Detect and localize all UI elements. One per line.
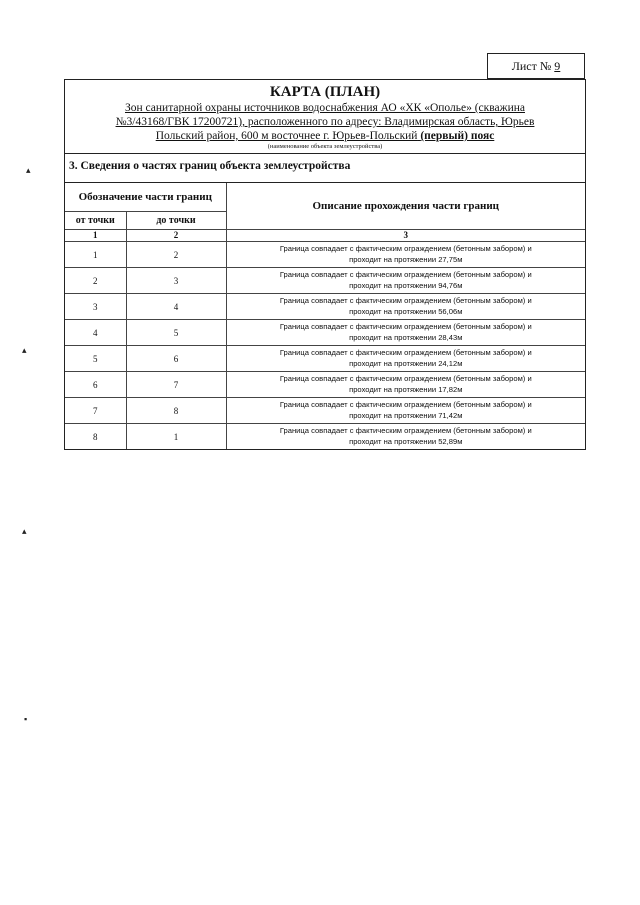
column-number-row bbox=[65, 230, 585, 242]
description-line-1: Граница совпадает с фактическим ограждением (бетонным забором) и bbox=[279, 374, 532, 383]
margin-mark: ▴ bbox=[22, 526, 27, 536]
from-point-cell: 3 bbox=[65, 294, 126, 320]
table-row bbox=[65, 372, 585, 398]
from-point-cell: 8 bbox=[65, 424, 126, 450]
header-to-point: до точки bbox=[126, 212, 226, 230]
section-heading: 3. Сведения о частях границ объекта землеустройства bbox=[65, 154, 585, 183]
table-row bbox=[65, 320, 585, 346]
to-point-cell: 2 bbox=[126, 242, 226, 268]
table-row bbox=[65, 268, 585, 294]
header-from-point: от точки bbox=[65, 212, 126, 230]
description-line-1: Граница совпадает с фактическим ограждением (бетонным забором) и bbox=[279, 244, 532, 253]
from-point-cell: 5 bbox=[65, 346, 126, 372]
to-point-cell: 7 bbox=[126, 372, 226, 398]
description-cell bbox=[226, 372, 585, 398]
margin-mark: ▴ bbox=[26, 165, 31, 175]
column-number: 1 bbox=[65, 230, 126, 242]
table-row bbox=[65, 294, 585, 320]
sheet-number: 9 bbox=[554, 59, 561, 73]
description-line-1: Граница совпадает с фактическим ограждением (бетонным забором) и bbox=[279, 296, 532, 305]
description-cell bbox=[226, 424, 585, 450]
from-point-cell: 6 bbox=[65, 372, 126, 398]
sheet-number-box bbox=[487, 53, 585, 79]
to-point-cell: 1 bbox=[126, 424, 226, 450]
margin-mark: ▪ bbox=[24, 714, 28, 724]
header-boundary-part: Обозначение части границ bbox=[65, 183, 226, 212]
description-line-1: Граница совпадает с фактическим ограждением (бетонным забором) и bbox=[279, 400, 532, 409]
title-block bbox=[65, 80, 585, 154]
object-name-line-3-text: Польский район, 600 м восточнее г. Юрьев-Польский bbox=[155, 130, 418, 142]
to-point-cell: 4 bbox=[126, 294, 226, 320]
description-cell bbox=[226, 242, 585, 268]
table-row bbox=[65, 346, 585, 372]
column-number: 2 bbox=[126, 230, 226, 242]
description-line-1: Граница совпадает с фактическим ограждением (бетонным забором) и bbox=[279, 270, 532, 279]
description-line-2: проходит на протяжении 52,89м bbox=[349, 436, 463, 446]
description-line-1: Граница совпадает с фактическим ограждением (бетонным забором) и bbox=[279, 322, 532, 331]
description-cell bbox=[226, 346, 585, 372]
description-line-2: проходит на протяжении 27,75м bbox=[349, 254, 463, 264]
page-title: КАРТА (ПЛАН) bbox=[269, 84, 381, 100]
from-point-cell: 7 bbox=[65, 398, 126, 424]
object-name bbox=[71, 101, 579, 143]
boundary-parts-table bbox=[65, 183, 585, 449]
description-cell bbox=[226, 320, 585, 346]
header-description: Описание прохождения части границ bbox=[226, 183, 585, 230]
description-line-2: проходит на протяжении 28,43м bbox=[349, 332, 463, 342]
description-line-2: проходит на протяжении 94,76м bbox=[349, 280, 463, 290]
column-number: 3 bbox=[226, 230, 585, 242]
document-frame bbox=[64, 79, 586, 450]
description-line-1: Граница совпадает с фактическим ограждением (бетонным забором) и bbox=[279, 348, 532, 357]
object-name-caption: (наименование объекта землеустройства) bbox=[267, 143, 383, 150]
description-line-2: проходит на протяжении 17,82м bbox=[349, 384, 463, 394]
description-cell bbox=[226, 398, 585, 424]
to-point-cell: 6 bbox=[126, 346, 226, 372]
table-row bbox=[65, 242, 585, 268]
object-name-line-3 bbox=[71, 129, 579, 143]
to-point-cell: 8 bbox=[126, 398, 226, 424]
to-point-cell: 3 bbox=[126, 268, 226, 294]
object-name-zone: (первый) пояс bbox=[420, 130, 495, 142]
to-point-cell: 5 bbox=[126, 320, 226, 346]
from-point-cell: 2 bbox=[65, 268, 126, 294]
description-cell bbox=[226, 294, 585, 320]
from-point-cell: 1 bbox=[65, 242, 126, 268]
description-cell bbox=[226, 268, 585, 294]
description-line-2: проходит на протяжении 56,06м bbox=[349, 306, 463, 316]
table-row bbox=[65, 398, 585, 424]
margin-mark: ▴ bbox=[22, 345, 27, 355]
from-point-cell: 4 bbox=[65, 320, 126, 346]
sheet-label: Лист № bbox=[511, 59, 552, 73]
object-name-line-2: №3/43168/ГВК 17200721), расположенного по адресу: Владимирская область, Юрьев bbox=[115, 116, 535, 128]
table-row bbox=[65, 424, 585, 450]
description-line-2: проходит на протяжении 71,42м bbox=[349, 410, 463, 420]
description-line-1: Граница совпадает с фактическим ограждением (бетонным забором) и bbox=[279, 426, 532, 435]
object-name-line-1: Зон санитарной охраны источников водоснабжения АО «ХК «Ополье» (скважина bbox=[125, 102, 525, 114]
description-line-2: проходит на протяжении 24,12м bbox=[349, 358, 463, 368]
table-header-row bbox=[65, 183, 585, 212]
